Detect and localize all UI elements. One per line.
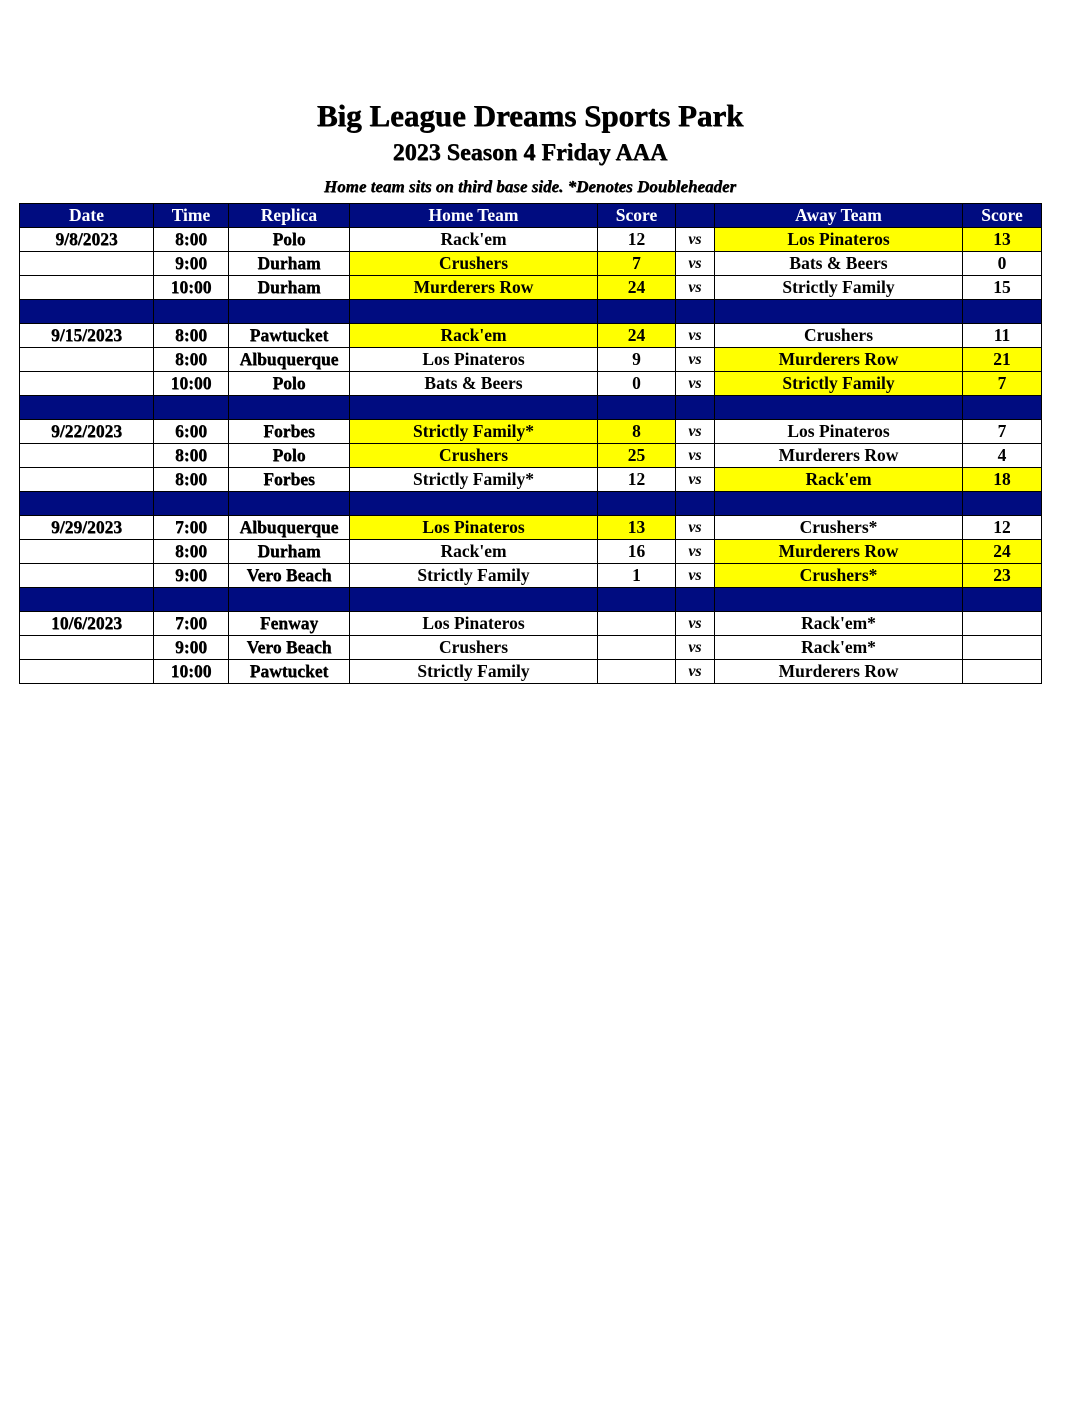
vs-cell: vs	[676, 252, 715, 276]
away-team-cell: Los Pinateros	[715, 420, 963, 444]
away-team-cell: Murderers Row	[715, 660, 963, 684]
away-score-cell: 12	[963, 516, 1042, 540]
home-team-cell: Los Pinateros	[350, 348, 598, 372]
replica-cell: Durham	[229, 540, 350, 564]
date-cell	[20, 468, 154, 492]
game-row	[20, 444, 1042, 468]
away-team-cell: Rack'em*	[715, 636, 963, 660]
home-score-cell: 25	[598, 444, 676, 468]
game-row	[20, 324, 1042, 348]
time-cell: 8:00	[154, 348, 229, 372]
date-cell: 10/6/2023	[20, 612, 154, 636]
schedule-body	[20, 228, 1042, 684]
replica-cell: Durham	[229, 276, 350, 300]
vs-cell: vs	[676, 324, 715, 348]
home-team-cell: Strictly Family*	[350, 468, 598, 492]
game-row	[20, 564, 1042, 588]
home-team-cell: Rack'em	[350, 324, 598, 348]
replica-cell: Albuquerque	[229, 516, 350, 540]
time-cell: 9:00	[154, 252, 229, 276]
home-score-cell	[598, 612, 676, 636]
away-score-cell: 15	[963, 276, 1042, 300]
date-cell: 9/29/2023	[20, 516, 154, 540]
separator-cell	[20, 396, 154, 420]
home-score-cell: 7	[598, 252, 676, 276]
away-team-cell: Crushers*	[715, 564, 963, 588]
replica-cell: Durham	[229, 252, 350, 276]
home-team-cell: Bats & Beers	[350, 372, 598, 396]
date-cell	[20, 564, 154, 588]
away-team-cell: Rack'em	[715, 468, 963, 492]
home-score-cell: 24	[598, 276, 676, 300]
vs-cell: vs	[676, 612, 715, 636]
header-row	[20, 204, 1042, 228]
replica-cell: Vero Beach	[229, 636, 350, 660]
replica-cell: Polo	[229, 444, 350, 468]
separator-cell	[598, 492, 676, 516]
home-team-cell: Crushers	[350, 252, 598, 276]
replica-cell: Polo	[229, 228, 350, 252]
column-header-replica: Replica	[229, 204, 350, 228]
vs-cell: vs	[676, 420, 715, 444]
game-row	[20, 636, 1042, 660]
separator-cell	[598, 300, 676, 324]
vs-cell: vs	[676, 660, 715, 684]
away-score-cell	[963, 660, 1042, 684]
vs-cell: vs	[676, 468, 715, 492]
date-cell	[20, 636, 154, 660]
game-row	[20, 540, 1042, 564]
away-team-cell: Murderers Row	[715, 540, 963, 564]
separator-cell	[229, 396, 350, 420]
date-cell	[20, 540, 154, 564]
column-header-away-team: Away Team	[715, 204, 963, 228]
time-cell: 7:00	[154, 516, 229, 540]
replica-cell: Forbes	[229, 420, 350, 444]
home-score-cell: 12	[598, 228, 676, 252]
away-score-cell: 23	[963, 564, 1042, 588]
home-team-cell: Rack'em	[350, 540, 598, 564]
game-row	[20, 420, 1042, 444]
home-team-cell: Strictly Family	[350, 660, 598, 684]
game-row	[20, 276, 1042, 300]
vs-cell: vs	[676, 564, 715, 588]
time-cell: 9:00	[154, 564, 229, 588]
time-cell: 8:00	[154, 540, 229, 564]
game-row	[20, 516, 1042, 540]
column-header-vs	[676, 204, 715, 228]
away-score-cell: 18	[963, 468, 1042, 492]
home-team-cell: Los Pinateros	[350, 612, 598, 636]
week-separator-row	[20, 588, 1042, 612]
separator-cell	[229, 300, 350, 324]
home-score-cell: 13	[598, 516, 676, 540]
home-team-cell: Crushers	[350, 636, 598, 660]
separator-cell	[154, 588, 229, 612]
home-score-cell: 24	[598, 324, 676, 348]
vs-cell: vs	[676, 228, 715, 252]
away-team-cell: Crushers	[715, 324, 963, 348]
away-team-cell: Strictly Family	[715, 372, 963, 396]
vs-cell: vs	[676, 276, 715, 300]
away-score-cell: 21	[963, 348, 1042, 372]
vs-cell: vs	[676, 444, 715, 468]
away-team-cell: Crushers*	[715, 516, 963, 540]
away-team-cell: Rack'em*	[715, 612, 963, 636]
home-score-cell: 12	[598, 468, 676, 492]
week-separator-row	[20, 492, 1042, 516]
away-team-cell: Murderers Row	[715, 444, 963, 468]
page-title: Big League Dreams Sports Park	[316, 98, 744, 133]
week-separator-row	[20, 300, 1042, 324]
vs-cell: vs	[676, 516, 715, 540]
date-cell: 9/8/2023	[20, 228, 154, 252]
separator-cell	[154, 396, 229, 420]
separator-cell	[676, 300, 715, 324]
date-cell	[20, 348, 154, 372]
home-team-cell: Crushers	[350, 444, 598, 468]
column-header-home-team: Home Team	[350, 204, 598, 228]
away-score-cell: 24	[963, 540, 1042, 564]
schedule-table	[19, 203, 1042, 684]
game-row	[20, 372, 1042, 396]
separator-cell	[229, 492, 350, 516]
away-score-cell: 0	[963, 252, 1042, 276]
week-separator-row	[20, 396, 1042, 420]
date-cell	[20, 252, 154, 276]
home-score-cell: 1	[598, 564, 676, 588]
away-team-cell: Strictly Family	[715, 276, 963, 300]
separator-cell	[598, 588, 676, 612]
time-cell: 6:00	[154, 420, 229, 444]
away-team-cell: Murderers Row	[715, 348, 963, 372]
away-score-cell	[963, 612, 1042, 636]
date-cell: 9/22/2023	[20, 420, 154, 444]
replica-cell: Forbes	[229, 468, 350, 492]
separator-cell	[229, 588, 350, 612]
away-score-cell	[963, 636, 1042, 660]
away-score-cell: 7	[963, 420, 1042, 444]
vs-cell: vs	[676, 540, 715, 564]
date-cell	[20, 276, 154, 300]
separator-cell	[350, 300, 598, 324]
separator-cell	[963, 588, 1042, 612]
separator-cell	[20, 492, 154, 516]
date-cell	[20, 372, 154, 396]
replica-cell: Pawtucket	[229, 324, 350, 348]
separator-cell	[676, 492, 715, 516]
separator-cell	[350, 588, 598, 612]
vs-cell: vs	[676, 636, 715, 660]
away-score-cell: 4	[963, 444, 1042, 468]
separator-cell	[154, 492, 229, 516]
date-cell	[20, 660, 154, 684]
doubleheader-note: Home team sits on third base side. *Denotes Doubleheader	[323, 177, 737, 196]
replica-cell: Albuquerque	[229, 348, 350, 372]
separator-cell	[963, 492, 1042, 516]
home-score-cell: 0	[598, 372, 676, 396]
home-team-cell: Rack'em	[350, 228, 598, 252]
home-team-cell: Los Pinateros	[350, 516, 598, 540]
home-score-cell: 8	[598, 420, 676, 444]
replica-cell: Fenway	[229, 612, 350, 636]
replica-cell: Polo	[229, 372, 350, 396]
away-team-cell: Bats & Beers	[715, 252, 963, 276]
separator-cell	[20, 588, 154, 612]
game-row	[20, 660, 1042, 684]
page-subtitle: 2023 Season 4 Friday AAA	[392, 140, 668, 166]
away-score-cell: 13	[963, 228, 1042, 252]
game-row	[20, 228, 1042, 252]
column-header-home-score: Score	[598, 204, 676, 228]
separator-cell	[715, 492, 963, 516]
home-score-cell	[598, 660, 676, 684]
separator-cell	[350, 396, 598, 420]
separator-cell	[20, 300, 154, 324]
time-cell: 8:00	[154, 468, 229, 492]
separator-cell	[598, 396, 676, 420]
separator-cell	[676, 588, 715, 612]
separator-cell	[715, 396, 963, 420]
vs-cell: vs	[676, 372, 715, 396]
replica-cell: Pawtucket	[229, 660, 350, 684]
away-score-cell: 7	[963, 372, 1042, 396]
separator-cell	[963, 300, 1042, 324]
separator-cell	[963, 396, 1042, 420]
game-row	[20, 468, 1042, 492]
column-header-away-score: Score	[963, 204, 1042, 228]
away-team-cell: Los Pinateros	[715, 228, 963, 252]
time-cell: 10:00	[154, 276, 229, 300]
home-score-cell	[598, 636, 676, 660]
time-cell: 8:00	[154, 228, 229, 252]
time-cell: 10:00	[154, 660, 229, 684]
separator-cell	[676, 396, 715, 420]
vs-cell: vs	[676, 348, 715, 372]
separator-cell	[350, 492, 598, 516]
time-cell: 8:00	[154, 444, 229, 468]
column-header-time: Time	[154, 204, 229, 228]
separator-cell	[715, 588, 963, 612]
home-score-cell: 9	[598, 348, 676, 372]
time-cell: 9:00	[154, 636, 229, 660]
home-team-cell: Strictly Family*	[350, 420, 598, 444]
game-row	[20, 348, 1042, 372]
game-row	[20, 612, 1042, 636]
time-cell: 7:00	[154, 612, 229, 636]
game-row	[20, 252, 1042, 276]
time-cell: 8:00	[154, 324, 229, 348]
home-team-cell: Strictly Family	[350, 564, 598, 588]
date-cell: 9/15/2023	[20, 324, 154, 348]
date-cell	[20, 444, 154, 468]
column-header-date: Date	[20, 204, 154, 228]
replica-cell: Vero Beach	[229, 564, 350, 588]
separator-cell	[154, 300, 229, 324]
away-score-cell: 11	[963, 324, 1042, 348]
separator-cell	[715, 300, 963, 324]
home-team-cell: Murderers Row	[350, 276, 598, 300]
time-cell: 10:00	[154, 372, 229, 396]
home-score-cell: 16	[598, 540, 676, 564]
